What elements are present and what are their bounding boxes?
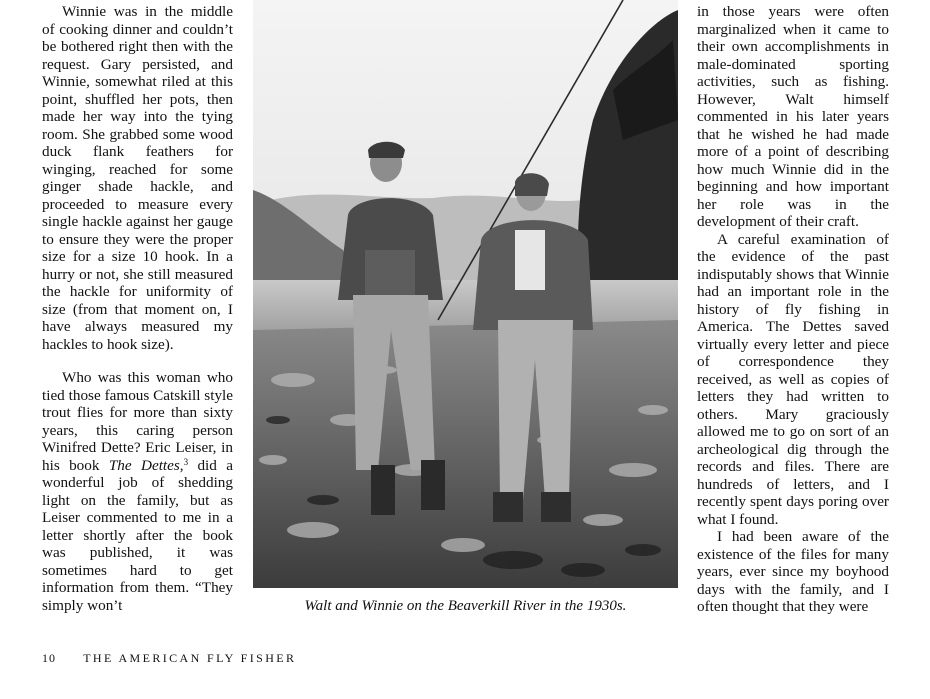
footnote-marker: 3: [183, 456, 189, 467]
right-text-column: [697, 3, 889, 616]
photo-walt-and-winnie: [253, 0, 678, 588]
left-text-column: [42, 3, 233, 614]
photograph: [253, 0, 678, 588]
journal-title: THE AMERICAN FLY FISHER: [83, 651, 297, 665]
paragraph: in those years were often marginalized when it came to their own accomplishments in male-dominated sporting activities, such as fishing. However, Walt himself commented in his later years that he wished he had made more of a point of describing how much Winnie did in the beginning and how important her role was in the development of their craft.: [697, 3, 889, 230]
photo-caption: Walt and Winnie on the Beaverkill River in the 1930s.: [304, 598, 627, 614]
paragraph: [42, 369, 233, 614]
text-run: Who was this woman who tied those famous Catskill style trout flies for more than sixty years, this caring person Winifred Dette? Eric Leiser, in his book: [42, 369, 233, 474]
paragraph: Winnie was in the middle of cooking dinner and couldn’t be bothered right then with the request. Gary persisted, and Winnie, somewhat riled at this point, shuffled her pots, then made her way into the tying room. She grabbed some wood duck flank feathers for winging, reached for some ginger shade hackle, and proceeded to measure every single hackle against her gauge to ensure they were the proper size for a size 10 hook. In a hurry or not, she still measured the hackle for uniformity of size (from that moment on, I have always measured my hackles to hook size).: [42, 3, 233, 353]
paragraph: A careful examination of the evidence of the past indisputably shows that Winnie had an important role in the history of fly fishing in America. The Dettes saved virtually every letter and piece of correspondence they received, as well as copies of letters they had written to others. Mary graciously allowed me to go on sort of an archeological dig through the records and files. There are hundreds of letters, and I recently spent days poring over what I found.: [697, 230, 889, 528]
page-footer: [42, 651, 296, 666]
book-title: The Dettes,: [108, 456, 184, 474]
text-run: did a wonderful job of shedding light on the family, but as Leiser commented to me in a letter shortly after the book was published, it was sometimes hard to get information from them. “They simply won’t: [42, 456, 233, 614]
page-number: 10: [42, 651, 56, 665]
paragraph: I had been aware of the existence of the files for many years, ever since my boyhood days with the family, and I often thought that they were: [697, 528, 889, 615]
